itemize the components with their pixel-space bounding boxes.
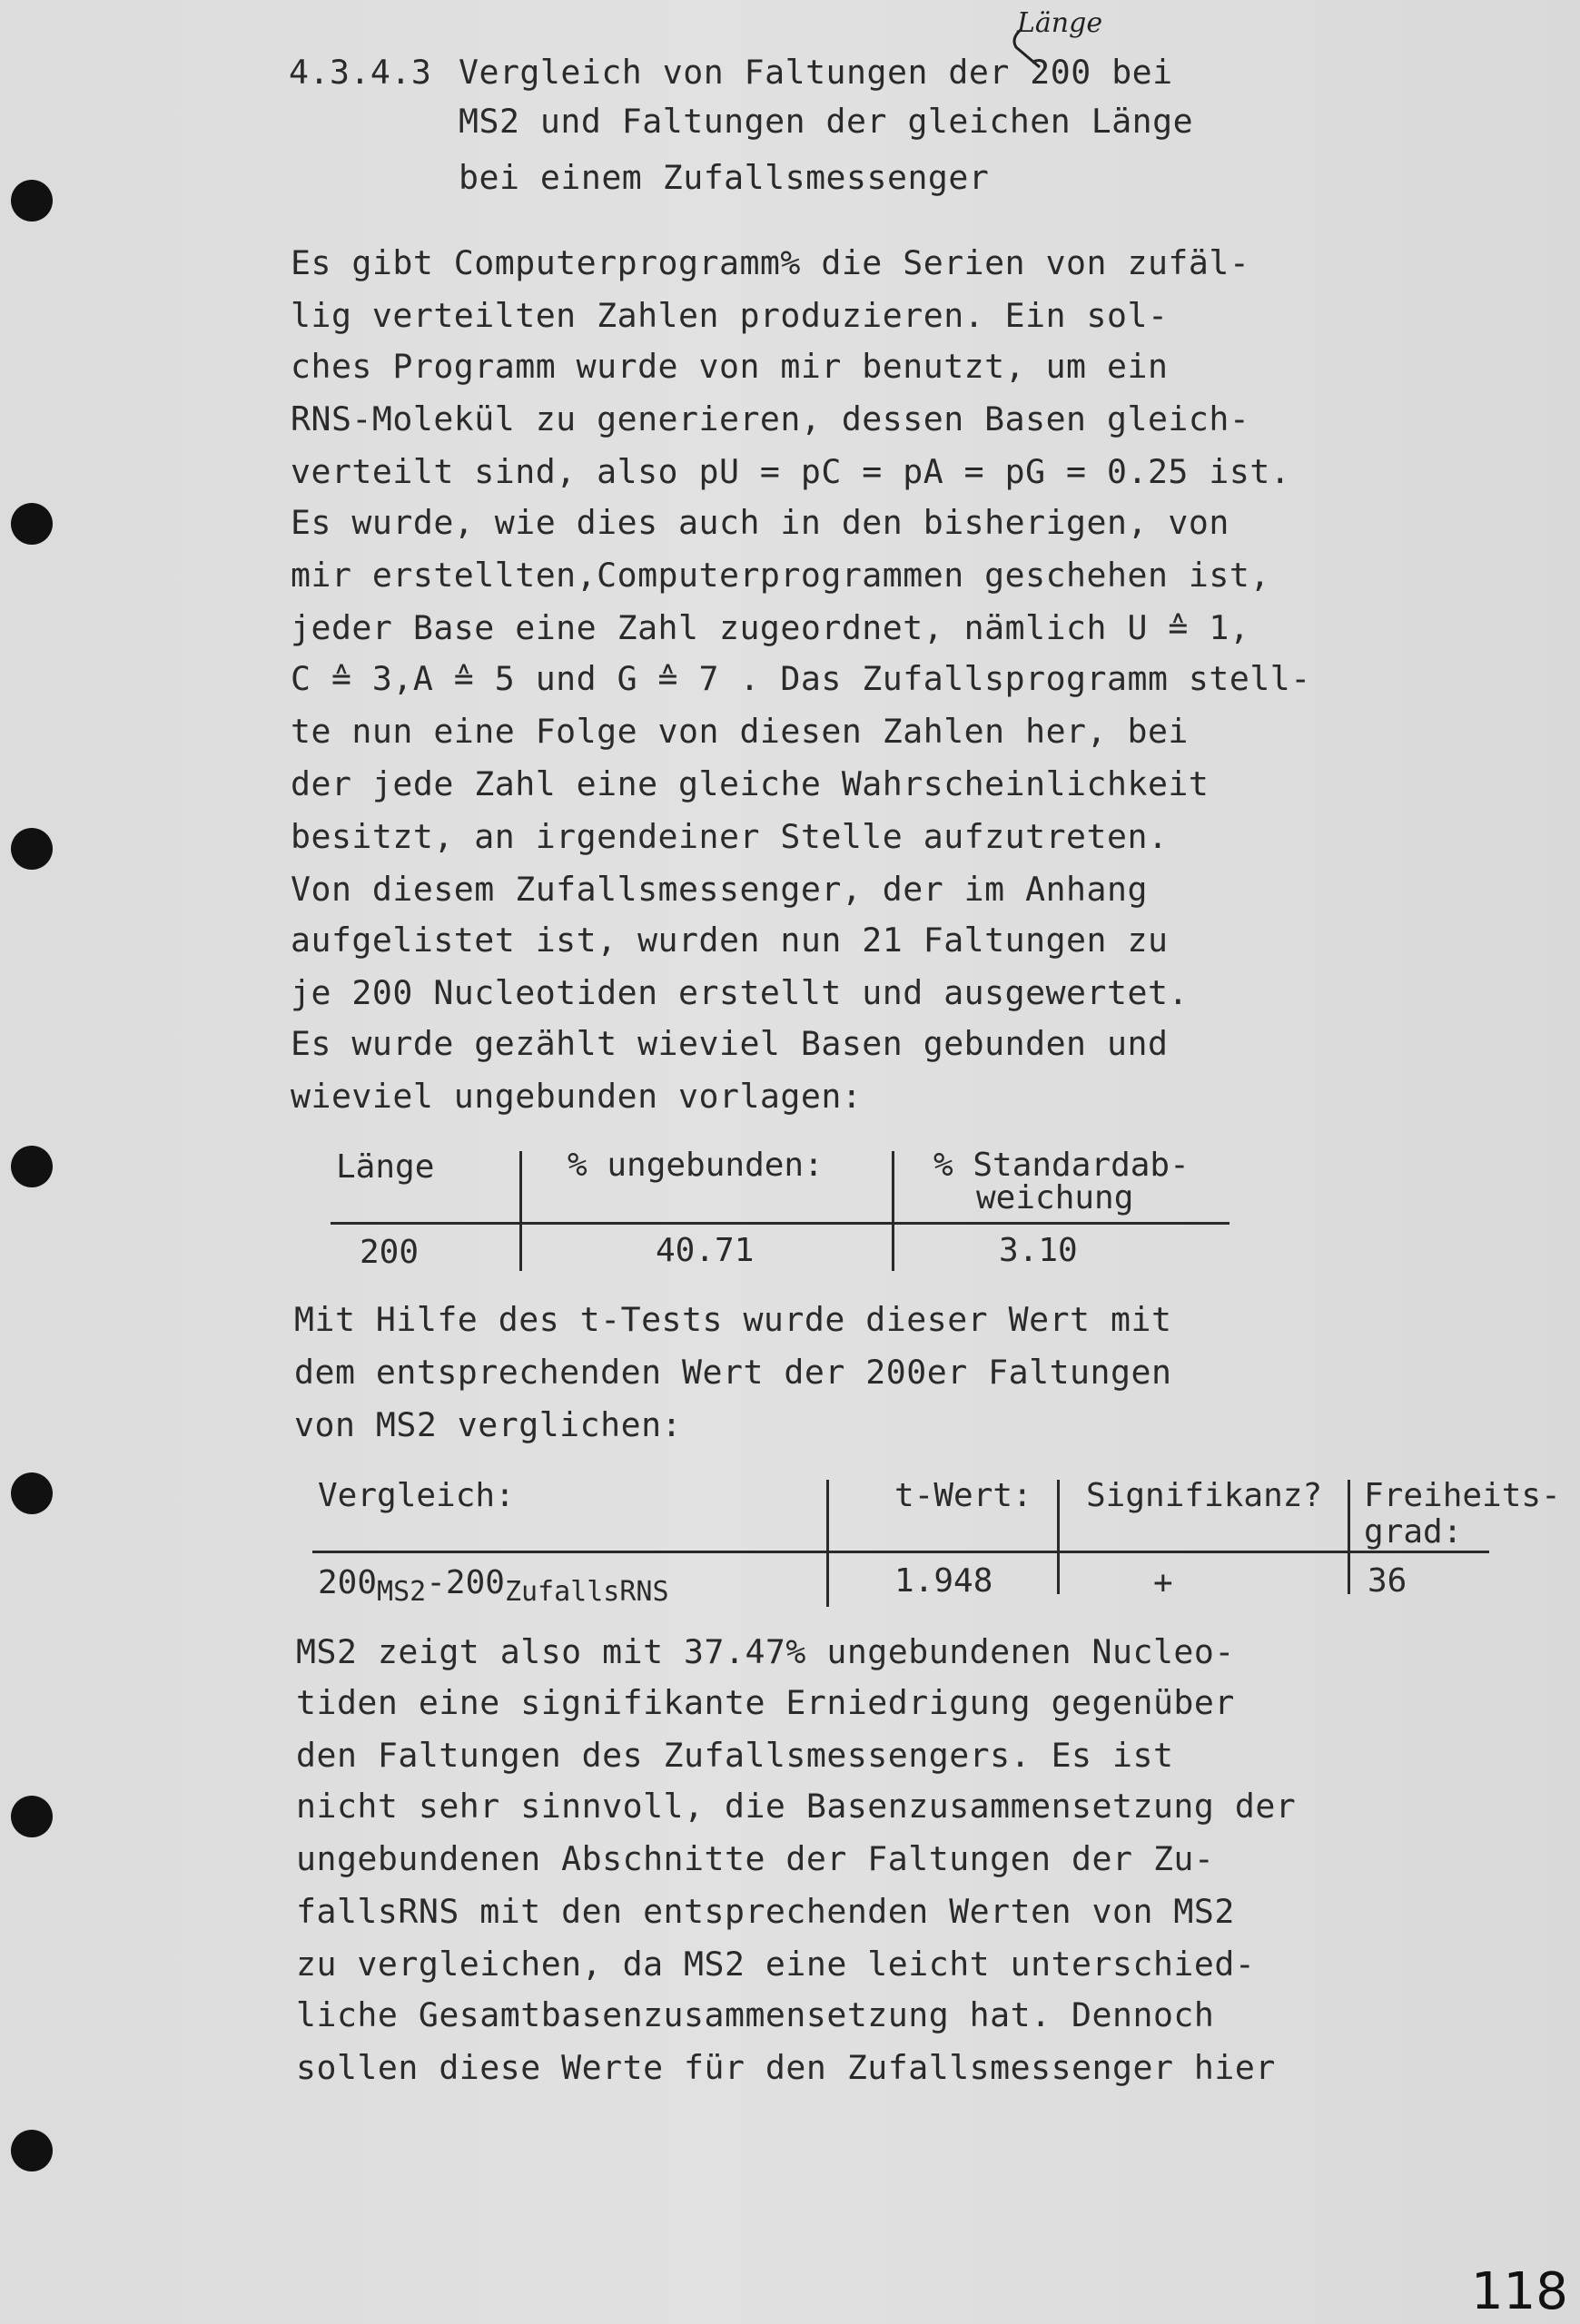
text-line: wieviel ungebunden vorlagen: <box>291 1077 863 1116</box>
table-header: Freiheits- <box>1364 1477 1561 1514</box>
text-line: RNS-Molekül zu generieren, dessen Basen gleich- <box>291 399 1250 438</box>
text-line: nicht sehr sinnvoll, die Basenzusammensetzung der <box>296 1787 1297 1826</box>
text-line: verteilt sind, also pU = pC = pA = pG = 0.25 ist. <box>291 452 1291 491</box>
text-line: jeder Base eine Zahl zugeordnet, nämlich U ≙ 1, <box>291 608 1250 647</box>
section-title-line: MS2 und Faltungen der gleichen Länge <box>459 102 1194 141</box>
binder-hole <box>11 1472 53 1514</box>
text-line: C ≙ 3,A ≙ 5 und G ≙ 7 . Das Zufallsprogramm stell- <box>291 659 1311 698</box>
table-rule <box>312 1551 1489 1553</box>
text-line: Es wurde gezählt wieviel Basen gebunden und <box>291 1024 1169 1063</box>
text-line: Mit Hilfe des t-Tests wurde dieser Wert mit <box>294 1300 1172 1339</box>
table-divider <box>1057 1480 1060 1594</box>
binder-hole <box>11 503 53 545</box>
text-line: je 200 Nucleotiden erstellt und ausgewertet. <box>291 973 1189 1012</box>
text-line: der jede Zahl eine gleiche Wahrscheinlichkeit <box>291 764 1210 803</box>
table-header: % ungebunden: <box>568 1147 824 1184</box>
text-line: Von diesem Zufallsmessenger, der im Anhang <box>291 870 1148 909</box>
text-line: aufgelistet ist, wurden nun 21 Faltungen zu <box>291 921 1169 960</box>
table-cell: 40.71 <box>656 1232 755 1269</box>
binder-hole <box>11 180 53 222</box>
text-line: von MS2 verglichen: <box>294 1405 683 1444</box>
table-divider <box>826 1480 829 1607</box>
text-line: fallsRNS mit den entsprechenden Werten von MS2 <box>296 1892 1235 1931</box>
text-line: Es wurde, wie dies auch in den bisherigen, von <box>291 503 1229 542</box>
text-line: besitzt, an irgendeiner Stelle aufzutreten. <box>291 817 1169 856</box>
text-line: te nun eine Folge von diesen Zahlen her, bei <box>291 712 1189 751</box>
text-line: tiden eine signifikante Erniedrigung gegenüber <box>296 1683 1235 1722</box>
comparison-sub-a: MS2 <box>377 1576 427 1608</box>
table-cell: 200 <box>360 1234 420 1271</box>
comparison-dash: - <box>426 1564 446 1601</box>
table-header: Signifikanz? <box>1086 1477 1323 1514</box>
handwritten-insertion: Länge <box>1017 7 1103 39</box>
comparison-length-a: 200 <box>318 1564 378 1601</box>
binder-hole <box>11 828 53 870</box>
section-number: 4.3.4.3 <box>289 53 432 92</box>
text-line: ches Programm wurde von mir benutzt, um ein <box>291 347 1169 386</box>
comparison-length-b: 200 <box>445 1564 505 1601</box>
table-divider <box>892 1151 894 1271</box>
table-header: % Standardab- <box>933 1147 1190 1184</box>
table-rule <box>331 1222 1229 1225</box>
table-header: Länge <box>336 1148 435 1186</box>
text-line: mir erstellten,Computerprogrammen geschehen ist, <box>291 556 1270 595</box>
text-line: dem entsprechenden Wert der 200er Faltungen <box>294 1353 1172 1392</box>
text-line: den Faltungen des Zufallsmessengers. Es ist <box>296 1736 1174 1775</box>
text-line: liche Gesamtbasenzusammensetzung hat. Dennoch <box>296 1995 1215 2034</box>
section-title-line: Vergleich von Faltungen der 200 bei <box>459 53 1173 92</box>
section-title-line: bei einem Zufallsmessenger <box>459 158 990 197</box>
table-header: Vergleich: <box>318 1477 515 1514</box>
binder-hole <box>11 1146 53 1187</box>
table-header: grad: <box>1364 1513 1463 1551</box>
text-line: zu vergleichen, da MS2 eine leicht unterschied- <box>296 1945 1256 1984</box>
table-cell: 1.948 <box>894 1562 993 1600</box>
table-cell: + <box>1153 1564 1173 1601</box>
comparison-label <box>318 1564 669 1608</box>
table-header: weichung <box>976 1179 1134 1216</box>
text-line: ungebundenen Abschnitte der Faltungen der Zu- <box>296 1839 1215 1878</box>
table-cell: 36 <box>1368 1562 1407 1600</box>
table-divider <box>519 1151 522 1271</box>
text-line: MS2 zeigt also mit 37.47% ungebundenen Nucleo- <box>296 1632 1235 1671</box>
comparison-sub-b: ZufallsRNS <box>504 1576 669 1608</box>
binder-hole <box>11 1796 53 1837</box>
table-divider <box>1348 1480 1350 1594</box>
table-cell: 3.10 <box>999 1232 1078 1269</box>
table-header: t-Wert: <box>894 1477 1032 1514</box>
binder-hole <box>11 2130 53 2171</box>
text-line: sollen diese Werte für den Zufallsmessenger hier <box>296 2048 1276 2087</box>
text-line: Es gibt Computerprogramm% die Serien von zufäl- <box>291 243 1250 282</box>
text-line: lig verteilten Zahlen produzieren. Ein sol- <box>291 296 1169 335</box>
page-number: 118 <box>1471 2262 1568 2321</box>
